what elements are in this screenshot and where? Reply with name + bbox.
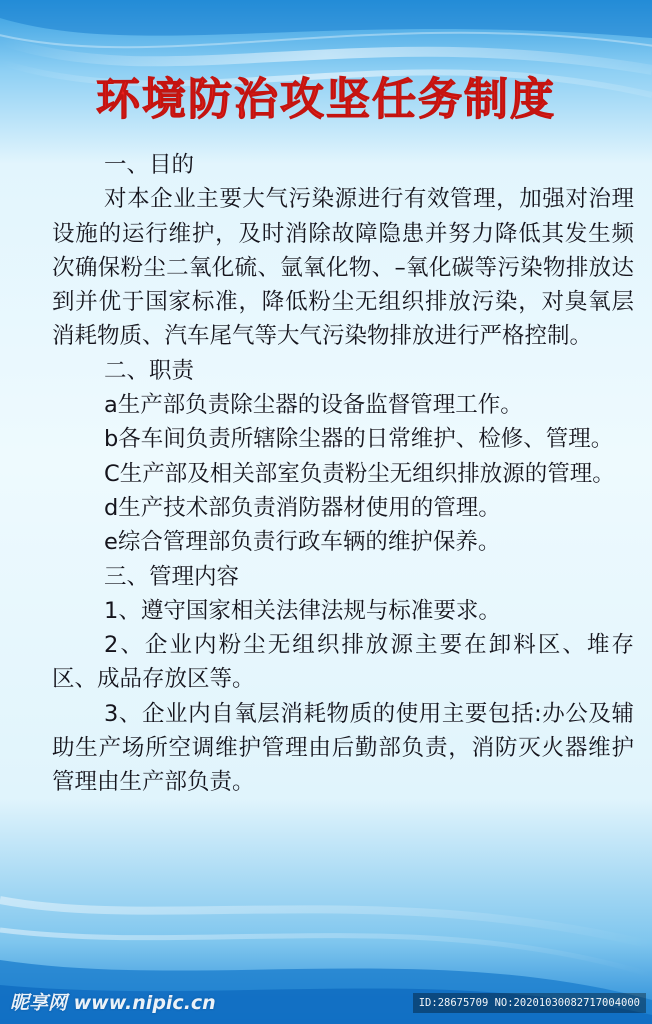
- paragraph: b各车间负责所辖除尘器的日常维护、检修、管理。: [104, 426, 614, 453]
- content-body: [52, 148, 634, 800]
- paragraph: d生产技术部负责消防器材使用的管理。: [104, 494, 501, 521]
- paragraph: 对本企业主要大气污染源进行有效管理，加强对治理设施的运行维护，及时消除故障隐患并努力降低其发生频次确保粉尘二氧化硫、氩氧化物、–氧化碳等污染物排放达到并优于国家标准，降低粉尘无组织排放污染，对臭氧层消耗物质、汽车尾气等大气污染物排放进行严格控制。: [52, 186, 634, 350]
- paragraph: 2、企业内粉尘无组织排放源主要在卸料区、堆存区、成品存放区等。: [52, 632, 634, 693]
- section-heading-duties: 二、职责: [104, 357, 195, 384]
- paragraph: a生产部负责除尘器的设备监督管理工作。: [104, 392, 523, 419]
- section-heading-purpose: 一、目的: [104, 152, 195, 178]
- poster-title: 环境防治攻坚任务制度: [96, 74, 556, 125]
- paragraph: e综合管理部负责行政车辆的维护保养。: [104, 529, 501, 556]
- image-id-tag: ID:28675709 NO:20201030082717004000: [413, 993, 646, 1013]
- section-heading-management: 三、管理内容: [104, 563, 240, 590]
- paragraph: 3、企业内自氧层消耗物质的使用主要包括:办公及辅助生产场所空调维护管理由后勤部负责，消防灭火器维护管理由生产部负责。: [52, 700, 634, 796]
- site-watermark: 昵享网 www.nipic.cn: [10, 992, 216, 1014]
- paragraph: 1、遵守国家相关法律法规与标准要求。: [104, 597, 501, 624]
- paragraph: C生产部及相关部室负责粉尘无组织排放源的管理。: [104, 460, 615, 487]
